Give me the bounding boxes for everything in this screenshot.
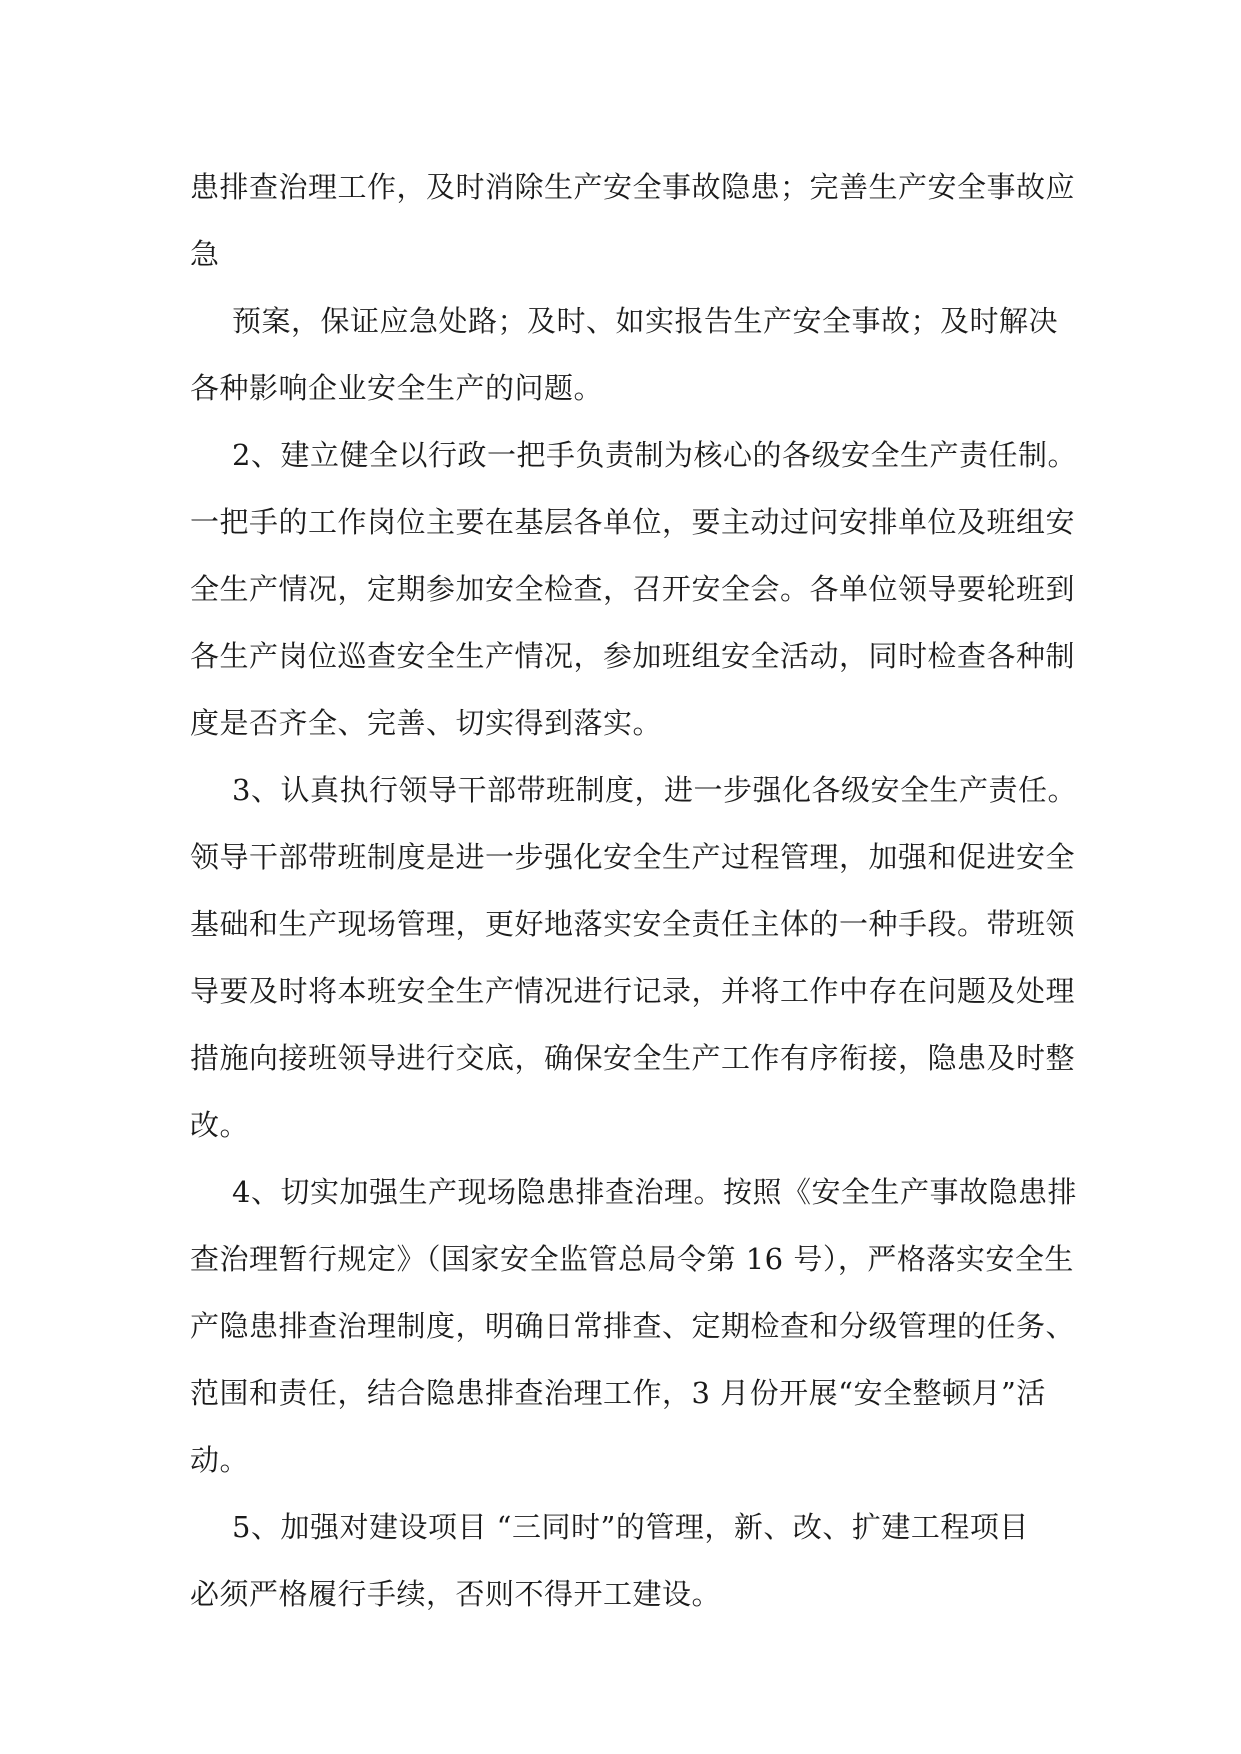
text-line: 各种影响企业安全生产的问题。 (190, 371, 604, 405)
text-line: 查治理暂行规定》（国家安全监管总局令第 16 号），严格落实安全生 (190, 1242, 1074, 1276)
text-line: 改。 (190, 1108, 250, 1142)
text-line: 全生产情况，定期参加安全检查，召开安全会。各单位领导要轮班到 (190, 572, 1076, 606)
text-line: 预案，保证应急处路；及时、如实报告生产安全事故；及时解决 (232, 304, 1059, 338)
text-line: 5、加强对建设项目 “三同时”的管理，新、改、扩建工程项目 (232, 1510, 1029, 1544)
text-line: 急 (190, 237, 220, 271)
text-line: 产隐患排查治理制度，明确日常排查、定期检查和分级管理的任务、 (190, 1309, 1076, 1343)
text-line: 措施向接班领导进行交底，确保安全生产工作有序衔接，隐患及时整 (190, 1041, 1076, 1075)
text-line: 4、切实加强生产现场隐患排查治理。按照《安全生产事故隐患排 (232, 1175, 1077, 1209)
text-line: 各生产岗位巡查安全生产情况，参加班组安全活动，同时检查各种制 (190, 639, 1076, 673)
text-line: 必须严格履行手续，否则不得开工建设。 (190, 1577, 722, 1611)
text-line: 3、认真执行领导干部带班制度，进一步强化各级安全生产责任。 (232, 773, 1077, 807)
text-line: 基础和生产现场管理，更好地落实安全责任主体的一种手段。带班领 (190, 907, 1076, 941)
text-line: 范围和责任，结合隐患排查治理工作，3 月份开展“安全整顿月”活 (190, 1376, 1046, 1410)
text-line: 一把手的工作岗位主要在基层各单位，要主动过问安排单位及班组安 (190, 505, 1076, 539)
text-line: 患排查治理工作，及时消除生产安全事故隐患；完善生产安全事故应 (190, 170, 1076, 204)
text-line: 度是否齐全、完善、切实得到落实。 (190, 706, 663, 740)
text-line: 导要及时将本班安全生产情况进行记录，并将工作中存在问题及处理 (190, 974, 1076, 1008)
text-line: 动。 (190, 1443, 250, 1477)
text-line: 领导干部带班制度是进一步强化安全生产过程管理，加强和促进安全 (190, 840, 1076, 874)
text-line: 2、建立健全以行政一把手负责制为核心的各级安全生产责任制。 (232, 438, 1077, 472)
